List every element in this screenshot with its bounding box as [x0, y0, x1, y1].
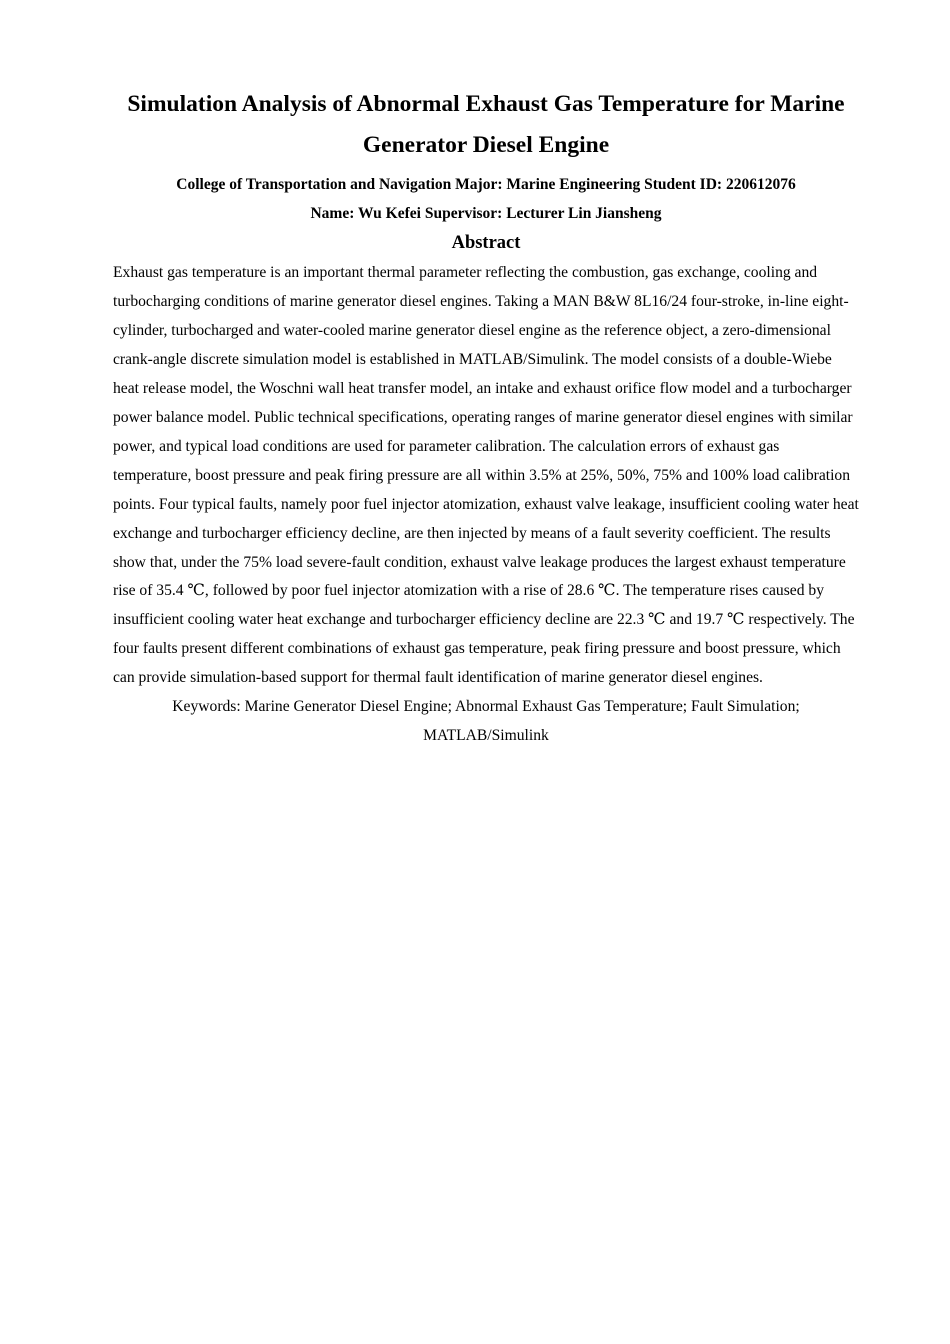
abstract-heading: Abstract	[451, 233, 521, 253]
paper-title: Simulation Analysis of Abnormal Exhaust Gas Temperature for Marine Generator Diesel Engine	[127, 91, 845, 158]
keywords-line: Keywords: Marine Generator Diesel Engine; Abnormal Exhaust Gas Temperature; Fault Simulation; MATLAB/Simulink	[172, 698, 800, 745]
abstract-body: Exhaust gas temperature is an important thermal parameter reflecting the combustion, gas exchange, cooling and turbocharging conditions of marine generator diesel engines. Taking a MAN B&W 8L16/24 four-stroke, in-line eight-cylinder, turbocharged and water-cooled marine generator diesel engine as the reference object, a zero-dimensional crank-angle discrete simulation model is established in MATLAB/Simulink. The model consists of a double-Wiebe heat release model, the Woschni wall heat transfer model, an intake and exhaust orifice flow model and a turbocharger power balance model. Public technical specifications, operating ranges of marine generator diesel engines with similar power, and typical load conditions are used for parameter calibration. The calculation errors of exhaust gas temperature, boost pressure and peak firing pressure are all within 3.5% at 25%, 50%, 75% and 100% load calibration points. Four typical faults, namely poor fuel injector atomization, exhaust valve leakage, insufficient cooling water heat exchange and turbocharger efficiency decline, are then injected by means of a fault severity coefficient. The results show that, under the 75% load severe-fault condition, exhaust valve leakage produces the largest exhaust temperature rise of 35.4 ℃, followed by poor fuel injector atomization with a rise of 28.6 ℃. The temperature rises caused by insufficient cooling water heat exchange and turbocharger efficiency decline are 22.3 ℃ and 19.7 ℃ respectively. The four faults present different combinations of exhaust gas temperature, peak firing pressure and boost pressure, which can provide simulation-based support for thermal fault identification of marine generator diesel engines.	[113, 264, 859, 687]
affiliation-line: College of Transportation and Navigation Major: Marine Engineering Student ID: 220612076	[176, 176, 796, 193]
document-page	[113, 84, 859, 751]
author-line: Name: Wu Kefei Supervisor: Lecturer Lin Jiansheng	[310, 205, 662, 222]
